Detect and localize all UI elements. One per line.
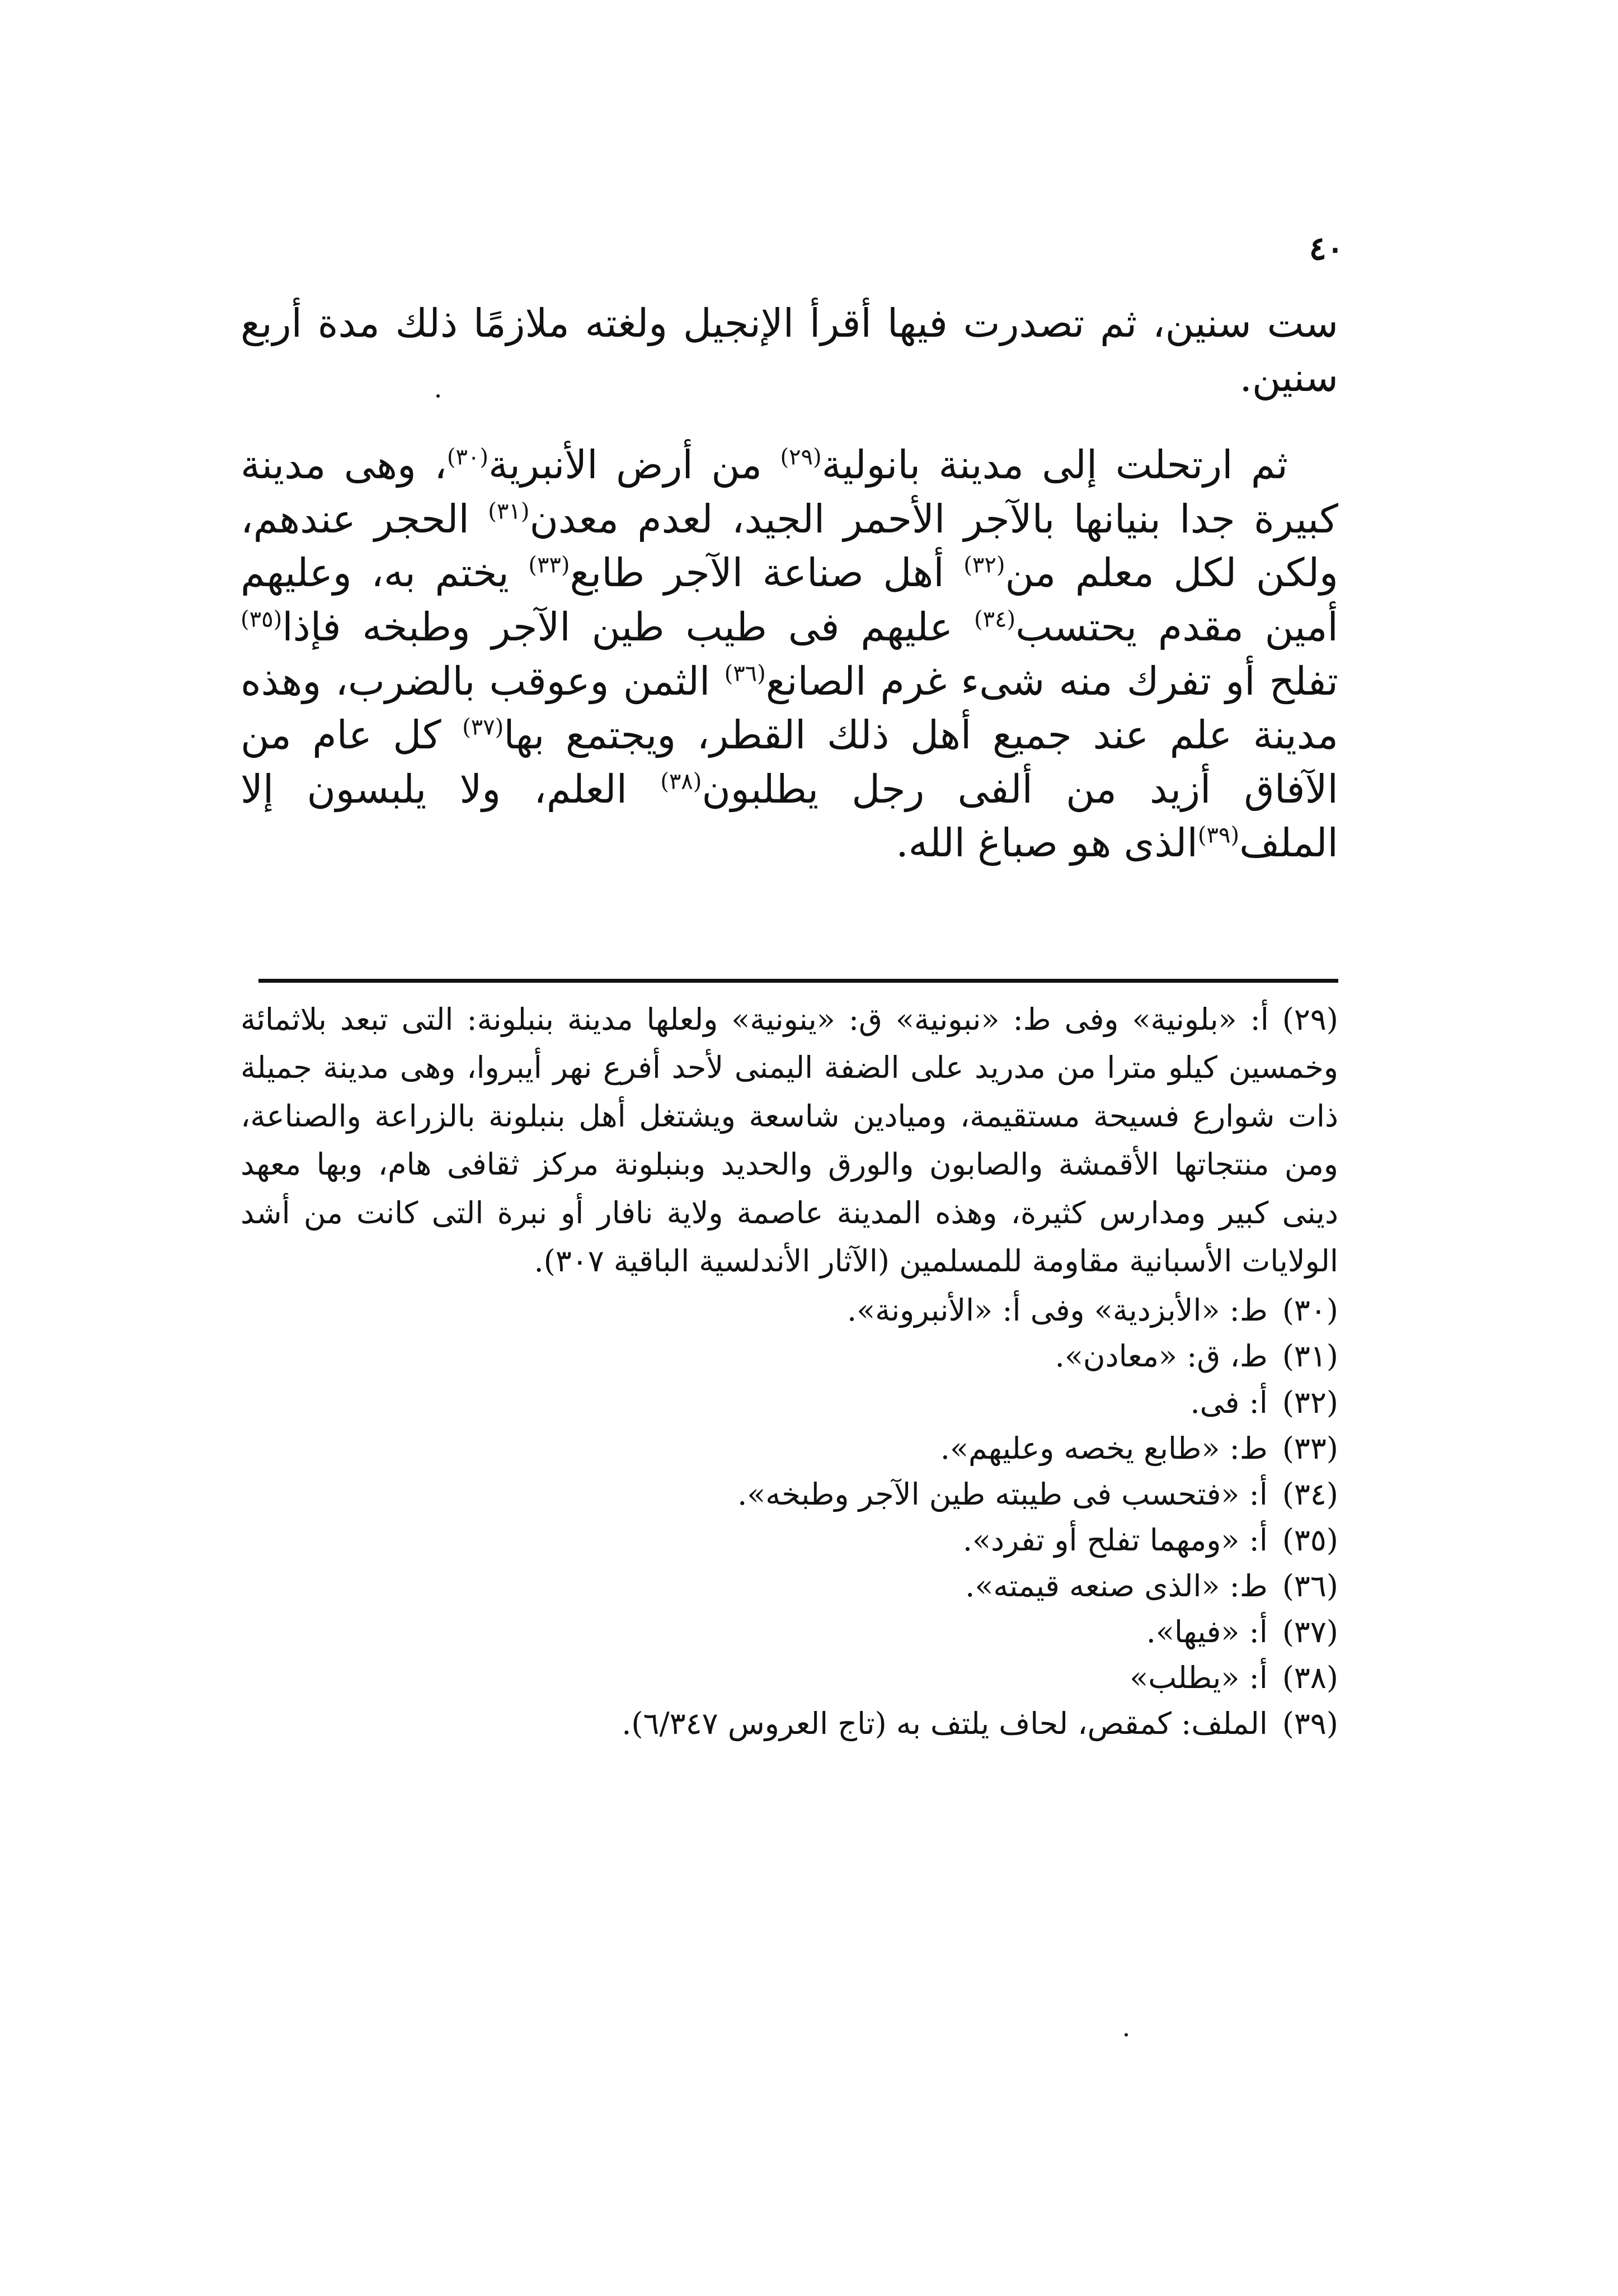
page-number: ٤٠ (1309, 229, 1344, 267)
footnote-ref-31: (٣١) (488, 498, 530, 525)
footnote-number: (٣١) (1282, 1338, 1338, 1374)
footnote-text: أ: «فيها». (1146, 1614, 1268, 1649)
text-segment: ثم ارتحلت إلى مدينة بانولية (821, 442, 1288, 488)
footnote-item (241, 1701, 1338, 1747)
footnote-divider (258, 979, 1338, 983)
text-segment: الذى هو صباغ الله. (896, 820, 1198, 866)
main-text (241, 296, 1338, 870)
text-segment: من أرض الأنبرية (488, 442, 780, 488)
footnote-ref-33: (٣٣) (528, 553, 570, 579)
footnote-text: أ: «فتحسب فى طيبته طين الآجر وطبخه». (737, 1476, 1268, 1512)
footnote-item (241, 1380, 1338, 1426)
footnote-text: ط: «طابع يخصه وعليهم». (940, 1430, 1268, 1466)
footnote-number: (٣٠) (1282, 1293, 1338, 1328)
footnotes (241, 996, 1338, 1747)
text-segment: عليهم فى طيب طين الآجر وطبخه فإذا (282, 604, 974, 650)
scan-speck (436, 394, 440, 398)
footnote-ref-32: (٣٢) (963, 553, 1005, 579)
footnote-ref-34: (٣٤) (973, 606, 1016, 633)
footnote-29: (٢٩) أ: «بلونية» وفى ط: «نبونية» ق: «ينونية» ولعلها مدينة بنبلونة: التى تبعد بلاثمائة وخمسين كيلو مترا من مدريد على الضفة اليمنى لأحد أفرع نهر أيبروا، وهى مدينة جميلة ذات شوارع فسيحة مستقيمة، وميادين شاسعة ويشتغل أهل بنبلونة بالزراعة والصناعة، ومن منتجاتها الأقمشة والصابون والورق والحديد وبنبلونة مركز ثقافى هام، وبها معهد دينى كبير ومدارس كثيرة، وهذه المدينة عاصمة ولاية نافار أو نبرة التى كانت من أشد الولايات الأسبانية مقاومة للمسلمين (الآثار الأندلسية الباقية ٣٠٧). (241, 1002, 1338, 1279)
footnote-text: الملف: كمقص، لحاف يلتف به (تاج العروس ٦/٣٤٧). (622, 1706, 1268, 1742)
footnote-ref-39: (٣٩) (1197, 823, 1240, 849)
text-segment: يختم به، وعليهم أمين مقدم يحتسب (241, 550, 1338, 650)
footnote-ref-35: (٣٥) (241, 606, 283, 633)
text-segment: العلم، ولا يلبسون إلا الملف (241, 766, 1338, 866)
footnote-number: (٣٤) (1282, 1476, 1338, 1512)
footnote-item (241, 1333, 1338, 1379)
text-segment: كل عام من الآفاق أزيد من ألفى رجل يطلبون (241, 712, 1339, 812)
footnote-number: (٣٨) (1282, 1659, 1338, 1695)
footnote-ref-29: (٢٩) (780, 444, 822, 470)
footnote-number: (٣٣) (1282, 1430, 1338, 1466)
footnote-ref-36: (٣٦) (724, 661, 766, 687)
footnote-text: ط: «الأبزدية» وفى أ: «الأنبرونة». (846, 1293, 1268, 1328)
footnote-text: أ: «ومهما تفلح أو تفرد». (962, 1522, 1268, 1558)
footnote-item (241, 1288, 1338, 1333)
paragraph-2 (241, 438, 1338, 870)
footnote-item (241, 1609, 1338, 1655)
footnote-item (241, 1472, 1338, 1517)
footnote-ref-37: (٣٧) (462, 714, 504, 741)
footnote-item (241, 1517, 1338, 1563)
footnote-text: أ: «يطلب» (1130, 1659, 1268, 1695)
text-segment: تفلح أو تفرك منه شىء غرم الصانع (765, 658, 1338, 704)
footnote-item (241, 1655, 1338, 1701)
text-segment: الثمن وعوقب بالضرب، وهذه مدينة علم عند جميع أهل ذلك القطر، ويجتمع بها (241, 658, 1338, 758)
footnote-item (241, 1563, 1338, 1609)
footnote-ref-38: (٣٨) (660, 769, 702, 795)
footnote-item (241, 1426, 1338, 1472)
footnote-text: أ: فى. (1190, 1384, 1268, 1420)
footnote-number: (٣٥) (1282, 1522, 1338, 1558)
footnote-text: ط: «الذى صنعه قيمته». (965, 1568, 1268, 1604)
footnote-number: (٣٧) (1282, 1614, 1338, 1649)
footnote-number: (٣٦) (1282, 1568, 1338, 1604)
footnote-number: (٣٩) (1282, 1706, 1338, 1742)
paragraph-1: ست سنين، ثم تصدرت فيها أقرأ الإنجيل ولغته ملازمًا ذلك مدة أربع سنين. (241, 300, 1338, 400)
text-segment: ، وهى مدينة كبيرة جدا بنيانها بالآجر الأحمر الجيد، لعدم معدن (241, 442, 1339, 542)
footnote-list (241, 1288, 1338, 1747)
footnote-ref-30: (٣٠) (446, 444, 488, 470)
footnote-text: ط، ق: «معادن». (1055, 1338, 1268, 1374)
scan-speck (1125, 2033, 1128, 2036)
text-segment: الحجر عندهم، ولكن لكل معلم من (241, 496, 1338, 596)
text-segment: أهل صناعة الآجر طابع (570, 550, 964, 596)
footnote-number: (٣٢) (1282, 1384, 1338, 1420)
